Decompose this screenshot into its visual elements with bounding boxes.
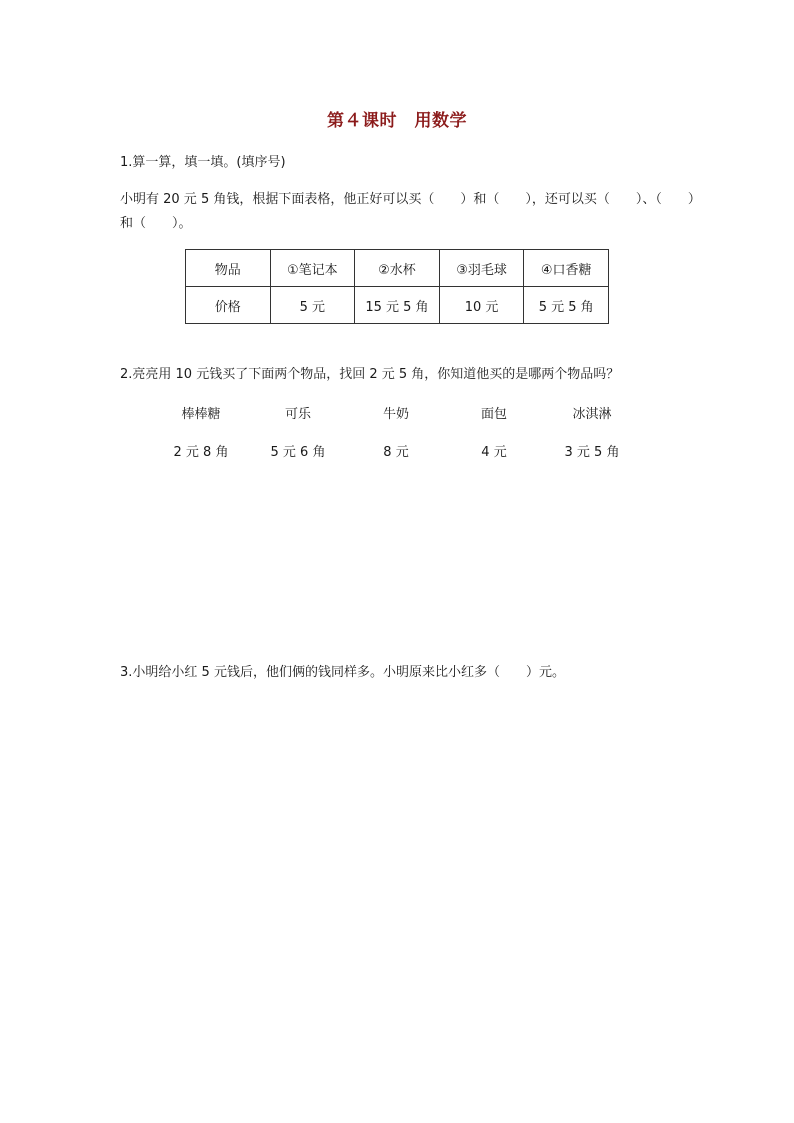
table-cell: ④口香糖 <box>524 250 609 287</box>
table-cell: 5 元 <box>270 287 355 324</box>
item-price: 3 元 5 角 <box>564 445 620 460</box>
item-price: 8 元 <box>383 445 409 460</box>
table-cell: 10 元 <box>439 287 524 324</box>
item-name: 面包 <box>480 407 507 422</box>
question-1-heading: 1.算一算，填一填。(填序号) <box>120 155 286 170</box>
question-1-text: 小明有 20 元 5 角钱，根据下面表格，他正好可以买（ ）和（ ），还可以买（ ）、（ ）和（ ）。 <box>120 192 695 231</box>
item-price: 4 元 <box>481 445 507 460</box>
table-cell: 物品 <box>186 250 271 287</box>
page-title: 第４课时 用数学 <box>327 111 467 131</box>
item-name: 棒棒糖 <box>181 407 221 422</box>
item-name: 可乐 <box>284 407 311 422</box>
table-row <box>186 250 609 287</box>
question-3-heading: 3.小明给小红 5 元钱后，他们俩的钱同样多。小明原来比小红多（ ）元。 <box>120 665 565 680</box>
item-name: 冰淇淋 <box>572 407 612 422</box>
table-cell: 15 元 5 角 <box>355 287 440 324</box>
table-cell: ①笔记本 <box>270 250 355 287</box>
item-name: 牛奶 <box>382 407 409 422</box>
price-table <box>185 249 609 324</box>
item-price: 2 元 8 角 <box>173 445 229 460</box>
item-price: 5 元 6 角 <box>270 445 326 460</box>
table-cell: 价格 <box>186 287 271 324</box>
table-cell: ③羽毛球 <box>439 250 524 287</box>
table-cell: 5 元 5 角 <box>524 287 609 324</box>
table-cell: ②水杯 <box>355 250 440 287</box>
question-2-heading: 2.亮亮用 10 元钱买了下面两个物品，找回 2 元 5 角，你知道他买的是哪两个物品吗？ <box>120 367 620 382</box>
table-row <box>186 287 609 324</box>
